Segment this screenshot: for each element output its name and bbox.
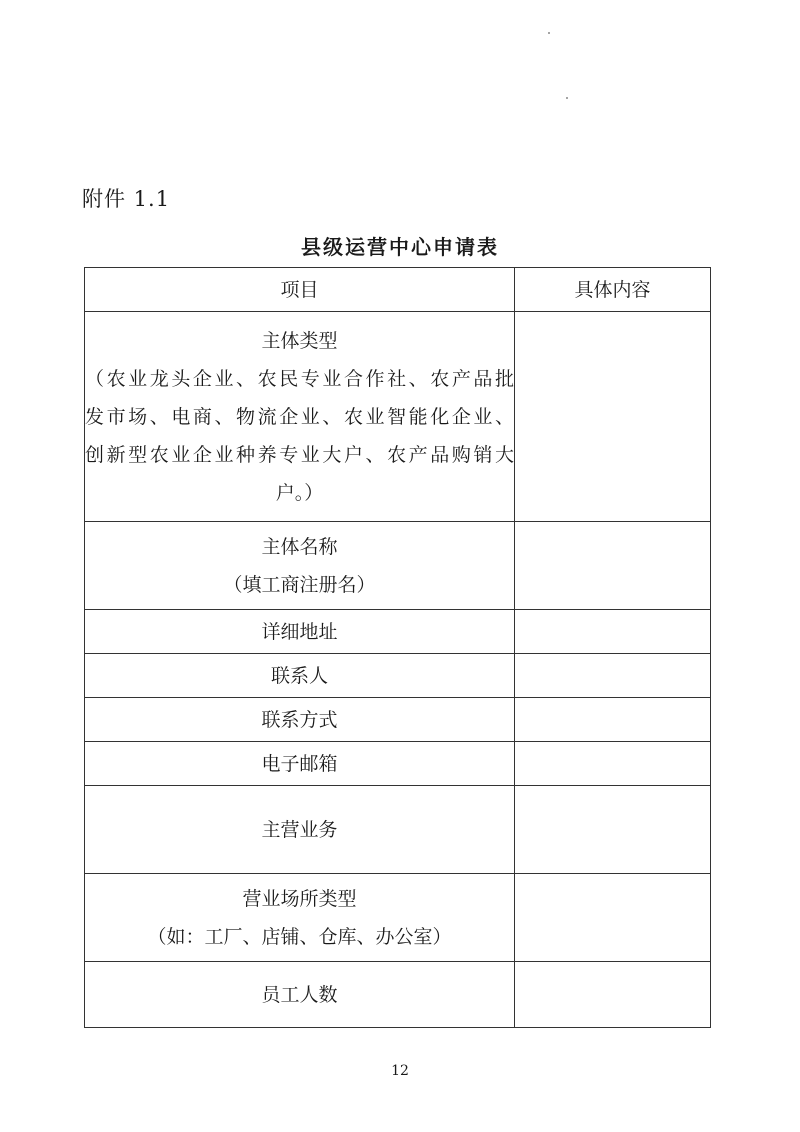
attachment-label: 附件 1.1 (82, 187, 171, 211)
row-entity-name (85, 522, 711, 610)
scan-speck (566, 97, 568, 99)
header-content: 具体内容 (515, 268, 711, 312)
employee-count-label: 员工人数 (85, 962, 515, 1028)
row-main-business (85, 786, 711, 874)
main-business-value[interactable] (515, 786, 711, 874)
email-label: 电子邮箱 (85, 742, 515, 786)
entity-name-label (85, 522, 515, 610)
premises-type-note: （如：工厂、店铺、仓库、办公室） (147, 925, 452, 948)
page-number: 12 (391, 1063, 409, 1079)
header-item: 项目 (85, 268, 515, 312)
email-value[interactable] (515, 742, 711, 786)
contact-person-label: 联系人 (85, 654, 515, 698)
row-employee-count (85, 962, 711, 1028)
contact-person-value[interactable] (515, 654, 711, 698)
entity-type-desc-2: 发市场、电商、物流企业、农业智能化企业、 (85, 405, 514, 428)
entity-name-title: 主体名称 (261, 535, 338, 558)
employee-count-value[interactable] (515, 962, 711, 1028)
row-email (85, 742, 711, 786)
address-value[interactable] (515, 610, 711, 654)
entity-name-value[interactable] (515, 522, 711, 610)
entity-type-desc-1: （农业龙头企业、农民专业合作社、农产品批 (85, 367, 514, 390)
row-address (85, 610, 711, 654)
row-entity-type (85, 312, 711, 522)
row-contact-method (85, 698, 711, 742)
contact-method-label: 联系方式 (85, 698, 515, 742)
premises-type-value[interactable] (515, 874, 711, 962)
entity-type-desc-3: 创新型农业企业种养专业大户、农产品购销大 (85, 443, 514, 466)
contact-method-value[interactable] (515, 698, 711, 742)
entity-name-note: （填工商注册名） (223, 573, 376, 596)
row-premises-type (85, 874, 711, 962)
main-business-label: 主营业务 (85, 786, 515, 874)
premises-type-title: 营业场所类型 (242, 887, 357, 910)
row-contact-person (85, 654, 711, 698)
entity-type-label (85, 312, 515, 522)
form-title: 县级运营中心申请表 (301, 235, 499, 259)
table-header-row (85, 268, 711, 312)
application-form-table (84, 267, 711, 1028)
address-label: 详细地址 (85, 610, 515, 654)
entity-type-title: 主体类型 (261, 329, 338, 352)
entity-type-value[interactable] (515, 312, 711, 522)
scan-speck (548, 32, 550, 34)
premises-type-label (85, 874, 515, 962)
entity-type-desc-4: 户。） (275, 481, 324, 504)
